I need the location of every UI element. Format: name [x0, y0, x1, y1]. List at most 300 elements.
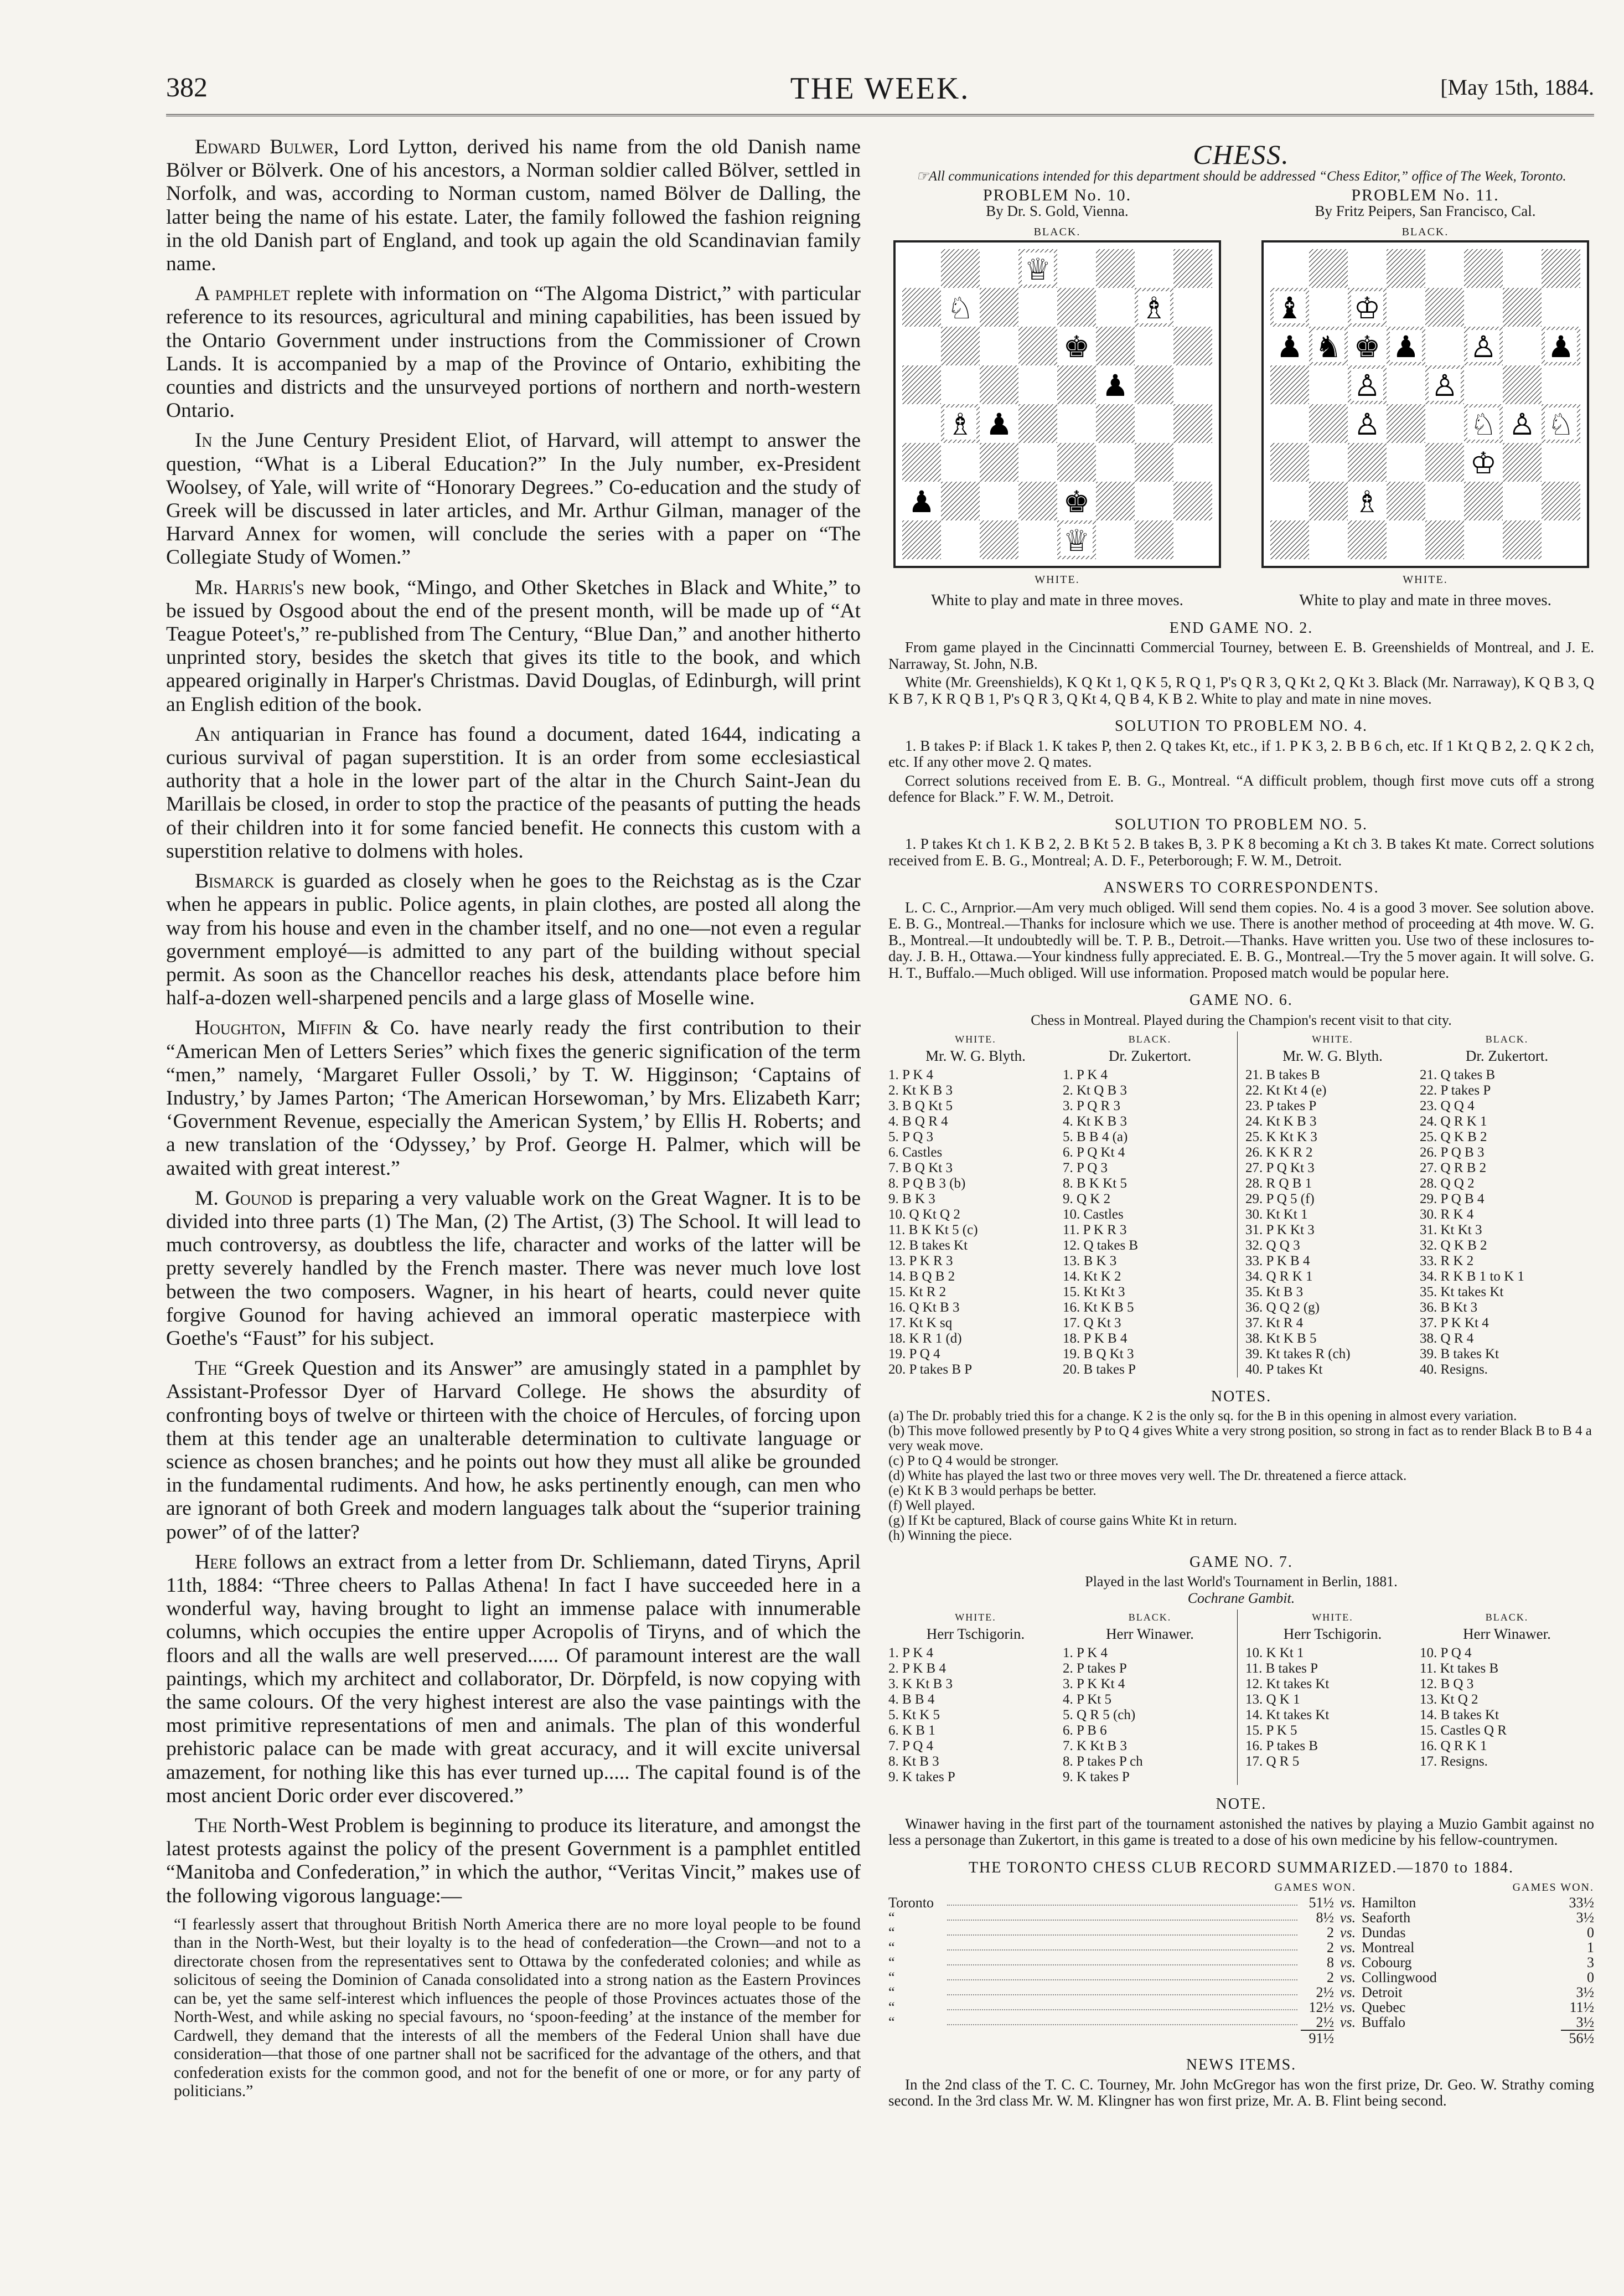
game-7-opening: Cochrane Gambit.	[1187, 1590, 1295, 1606]
black-heading: BLACK.	[1128, 1612, 1172, 1623]
chess-piece: ♟	[1547, 329, 1575, 364]
game-note: (b) This move followed presently by P to Q 4 gives White a very strong position, so strong in fact as to render Black B to B 4 a very weak move.	[888, 1423, 1592, 1453]
move-entry: 32. Q Q 3	[1245, 1238, 1300, 1253]
board-square	[1425, 404, 1464, 443]
chess-piece: ♝	[1276, 291, 1304, 326]
board-square	[1348, 249, 1387, 288]
board-square	[1503, 327, 1542, 365]
white-heading: WHITE.	[1312, 1034, 1353, 1045]
board-square	[1348, 443, 1387, 482]
white-heading: WHITE.	[955, 1034, 996, 1045]
black-heading: BLACK.	[1485, 1612, 1529, 1623]
move-entry: 2. Kt K B 3	[888, 1083, 953, 1098]
move-entry: 27. Q R B 2	[1420, 1160, 1487, 1175]
chess-piece: ♘	[1547, 407, 1575, 442]
move-entry: 17. Q R 5	[1245, 1754, 1300, 1769]
games-won: 8½	[1316, 1910, 1334, 1926]
move-entry: 12. B Q 3	[1420, 1676, 1474, 1691]
chess-board-diagram	[902, 249, 1212, 559]
paragraph-body: & Co. have nearly ready the first contribution to their “American Men of Letters Series” which fixes the generic signification of the term “men,” namely, ‘Margaret Fuller Ossoli,’ by T. W. Higginson; ‘Captains of Industry,’ by James Parton; ‘The American Horsewoman,’ by Mrs. Elizabeth Karr; ‘Government Revenue, especially the American System,’ by Ellis H. Roberts; and a new translation of the ‘Odyssey,’ by Prof. George H. Palmer, which will be awaited with great interest.”	[166, 1017, 861, 1180]
masthead-title: THE WEEK.	[790, 71, 970, 106]
chess-piece: ♟	[985, 407, 1013, 442]
move-entry: 40. P takes Kt	[1245, 1362, 1323, 1377]
games-won: 12½	[1308, 1999, 1334, 2015]
endgame-position: White (Mr. Greenshields), K Q Kt 1, Q K 5, R Q 1, P's Q R 3, Q Kt 2, Q Kt 3. Black (Mr. Narraway), K Q B 3, Q K B 7, K R Q B 1, P's Q R 3, Q Kt 4, Q B 4, K B 2. White to play and mate in nine moves.	[888, 674, 1594, 707]
board-square	[902, 443, 941, 482]
games-won: 2	[1327, 1969, 1334, 1985]
move-entry: 6. K B 1	[888, 1723, 935, 1738]
move-entry: 15. P K 5	[1245, 1723, 1297, 1738]
opponent-games-won: 0	[1587, 1969, 1594, 1985]
chess-board	[893, 240, 1221, 568]
move-entry: 14. B Q B 2	[888, 1269, 955, 1284]
board-square	[1057, 288, 1096, 327]
versus: vs.	[1339, 1910, 1356, 1926]
game-note: (g) If Kt be captured, Black of course gains White Kt in return.	[888, 1513, 1237, 1528]
news-paragraph	[166, 1357, 861, 1544]
news-paragraph	[166, 723, 861, 863]
move-entry: 5. Kt K 5	[888, 1707, 940, 1722]
move-entry: 6. Castles	[888, 1145, 943, 1160]
white-heading: WHITE.	[1312, 1612, 1353, 1623]
paragraph-body: replete with information on “The Algoma District,” with particular reference to its resources, agricultural and mining capabilities, has been issued by the Ontario Government under instructions from the Commissioner of Crown Lands. It is accompanied by a map of the Province of Ontario, exhibiting the counties and districts and the unsurveyed portions of northern and north-western Ontario.	[166, 282, 861, 422]
board-square	[1057, 443, 1096, 482]
board-square	[1542, 288, 1580, 327]
endgame-source: From game played in the Cincinnatti Commercial Tourney, between E. B. Greenshields of Montreal, and J. E. Narraway, St. John, N.B.	[888, 639, 1594, 672]
issue-date: [May 15th, 1884.	[1440, 75, 1594, 100]
chess-piece: ♗	[1140, 291, 1168, 326]
board-square	[1135, 365, 1173, 404]
white-player: Herr Tschigorin.	[926, 1625, 1025, 1642]
chess-piece: ♗	[947, 407, 974, 442]
move-entry: 30. Kt Kt 1	[1245, 1207, 1308, 1222]
white-player: Herr Tschigorin.	[1283, 1625, 1382, 1642]
games-won: 2½	[1316, 2014, 1334, 2030]
problem-caption: White to play and mate in three moves.	[1299, 591, 1551, 609]
move-entry: 5. P Q 3	[888, 1129, 934, 1144]
paragraph-lead: M. Gounod	[195, 1186, 292, 1210]
move-entry: 16. Kt K B 5	[1063, 1300, 1134, 1315]
black-label: BLACK.	[1401, 225, 1449, 238]
board-square	[1425, 520, 1464, 559]
leader-dots	[947, 1910, 1297, 1921]
board-square	[1270, 365, 1309, 404]
move-entry: 33. P K B 4	[1245, 1253, 1310, 1268]
move-entry: 23. Q Q 4	[1420, 1098, 1475, 1113]
move-entry: 6. P Q Kt 4	[1063, 1145, 1125, 1160]
chess-piece: ♙	[1431, 368, 1459, 403]
opponent: Collingwood	[1362, 1969, 1437, 1985]
game-note: (f) Well played.	[888, 1498, 975, 1513]
black-heading: BLACK.	[1485, 1034, 1529, 1045]
total-opponents: 56½	[1561, 2030, 1594, 2046]
move-entry: 17. Kt K sq	[888, 1315, 953, 1330]
move-entry: 9. Q K 2	[1063, 1191, 1111, 1206]
chess-column	[888, 136, 1594, 2112]
board-square	[1309, 443, 1348, 482]
black-player: Herr Winawer.	[1463, 1625, 1551, 1642]
board-square	[980, 288, 1018, 327]
move-entry: 21. B takes B	[1245, 1067, 1320, 1082]
move-entry: 8. P takes P ch	[1063, 1754, 1143, 1769]
black-player: Dr. Zukertort.	[1108, 1047, 1192, 1064]
header-rule	[166, 114, 1594, 116]
opponent: Detroit	[1362, 1984, 1403, 2000]
total-toronto: 91½	[1301, 2030, 1334, 2046]
board-square	[1309, 404, 1348, 443]
move-entry: 21. Q takes B	[1420, 1067, 1496, 1082]
black-player: Dr. Zukertort.	[1465, 1047, 1549, 1064]
endgame-title: END GAME NO. 2.	[1169, 619, 1313, 637]
board-square	[1173, 482, 1212, 520]
opponent: Cobourg	[1362, 1954, 1412, 1970]
move-entry: 9. B K 3	[888, 1191, 935, 1206]
board-square	[1096, 482, 1135, 520]
move-entry: 8. P Q B 3 (b)	[888, 1176, 966, 1191]
move-entry: 2. Kt Q B 3	[1063, 1083, 1127, 1098]
news-text: In the 2nd class of the T. C. C. Tourney, Mr. John McGregor has won the first prize, Dr. Geo. W. Strathy coming second. In the 3rd class Mr. W. M. Klingner has won first prize, Mr. A. B. Flint being second.	[888, 2076, 1594, 2109]
move-entry: 3. B Q Kt 5	[888, 1098, 953, 1113]
chess-piece: ♙	[1508, 407, 1536, 442]
chess-piece: ♘	[947, 291, 974, 326]
news-paragraph	[166, 429, 861, 569]
board-square	[1464, 520, 1503, 559]
move-entry: 23. P takes P	[1245, 1098, 1317, 1113]
board-square	[1096, 443, 1135, 482]
answers-title: ANSWERS TO CORRESPONDENTS.	[1103, 879, 1379, 896]
chess-piece: ♔	[1353, 291, 1381, 326]
board-square	[1057, 249, 1096, 288]
move-entry: 35. Kt B 3	[1245, 1284, 1304, 1299]
board-square	[1173, 520, 1212, 559]
move-entry: 40. Resigns.	[1420, 1362, 1488, 1377]
board-square	[1270, 443, 1309, 482]
opponent-games-won: 11½	[1569, 1999, 1594, 2015]
problems	[888, 187, 1594, 609]
board-square	[1270, 520, 1309, 559]
board-square	[1387, 249, 1425, 288]
move-entry: 10. Castles	[1063, 1207, 1124, 1222]
opponent: Hamilton	[1362, 1895, 1416, 1911]
board-square	[941, 327, 980, 365]
move-entry: 27. P Q Kt 3	[1245, 1160, 1315, 1175]
move-entry: 12. Q takes B	[1063, 1238, 1139, 1253]
solution-4-title: SOLUTION TO PROBLEM NO. 4.	[1115, 718, 1368, 735]
black-label: BLACK.	[1033, 225, 1081, 238]
leader-dots	[947, 1925, 1297, 1936]
paragraph-body: the June Century President Eliot, of Harvard, will attempt to answer the question, “What is a Liberal Education?” In the July number, ex-President Woolsey, of Yale, will write of “Honorary Degrees.” Co-education and the study of Greek will be discussed in later articles, and Mr. Arthur Gilman, manager of the Harvard Annex for women, will conclude the series with a paper on “The Collegiate Study of Women.”	[166, 429, 861, 569]
move-entry: 24. Kt K B 3	[1245, 1114, 1317, 1129]
board-square	[1387, 520, 1425, 559]
chess-board-diagram	[1270, 249, 1580, 559]
news-paragraph	[166, 576, 861, 716]
solution-5-text: 1. P takes Kt ch 1. K B 2, 2. B Kt 5 2. B takes B, 3. P K 8 becoming a Kt ch 3. B takes Kt mate. Correct solutions received from E. B. G., Montreal; A. D. F., Peterborough; F. W. M., Detroit.	[888, 835, 1594, 869]
paragraph-lead: Here	[195, 1550, 237, 1573]
move-entry: 16. P takes B	[1245, 1738, 1318, 1753]
solution-5-title: SOLUTION TO PROBLEM NO. 5.	[1115, 816, 1368, 833]
board-square	[1542, 482, 1580, 520]
board-square	[1135, 482, 1173, 520]
move-entry: 2. P takes P	[1063, 1661, 1127, 1676]
news-paragraph	[166, 870, 861, 1010]
move-entry: 5. B B 4 (a)	[1063, 1129, 1128, 1144]
move-entry: 16. Q Kt B 3	[888, 1300, 960, 1315]
chess-piece: ♙	[1353, 407, 1381, 442]
board-square	[1387, 482, 1425, 520]
move-entry: 13. Q K 1	[1245, 1692, 1300, 1707]
move-entry: 11. Kt takes B	[1420, 1661, 1499, 1676]
board-square	[980, 520, 1018, 559]
board-square	[1270, 482, 1309, 520]
board-square	[1503, 288, 1542, 327]
club-name: “	[888, 1924, 895, 1941]
club-name: “	[888, 1969, 895, 1985]
board-square	[1387, 443, 1425, 482]
chess-board	[1261, 240, 1589, 568]
game-6-table	[888, 1031, 1594, 1377]
problem-caption: White to play and mate in three moves.	[931, 591, 1183, 609]
board-square	[1309, 482, 1348, 520]
game-6-notes-title: NOTES.	[1211, 1388, 1272, 1405]
game-7-note-title: NOTE.	[1216, 1795, 1267, 1813]
white-player: Mr. W. G. Blyth.	[1282, 1047, 1383, 1064]
leader-dots	[947, 2000, 1297, 2010]
board-square	[1542, 520, 1580, 559]
move-entry: 13. Kt Q 2	[1420, 1692, 1478, 1707]
paragraph-lead: An	[195, 723, 220, 746]
game-note: (a) The Dr. probably tried this for a change. K 2 is the only sq. for the B in this opening in almost every variation.	[888, 1408, 1517, 1423]
board-square	[1503, 520, 1542, 559]
move-entry: 11. B K Kt 5 (c)	[888, 1222, 978, 1237]
news-paragraph	[166, 1551, 861, 1808]
move-entry: 4. B Q R 4	[888, 1114, 948, 1129]
chess-title: CHESS.	[1193, 139, 1290, 170]
black-heading: BLACK.	[1128, 1034, 1172, 1045]
games-won: 8	[1327, 1954, 1334, 1970]
move-entry: 22. P takes P	[1420, 1083, 1491, 1098]
game-note: (h) Winning the piece.	[888, 1528, 1012, 1543]
board-square	[1135, 520, 1173, 559]
board-square	[1018, 288, 1057, 327]
paragraph-lead: The	[195, 1814, 227, 1838]
move-entry: 14. Kt K 2	[1063, 1269, 1121, 1284]
opponent-games-won: 0	[1587, 1924, 1594, 1941]
paragraph-lead: Bismarck	[195, 870, 275, 893]
move-entry: 19. B Q Kt 3	[1063, 1346, 1134, 1361]
games-won-heading: GAMES WON.	[1274, 1881, 1356, 1893]
leader-dots	[947, 1970, 1297, 1980]
white-label: WHITE.	[1035, 573, 1080, 586]
move-entry: 39. Kt takes R (ch)	[1245, 1346, 1351, 1361]
board-square	[902, 365, 941, 404]
problem-10	[888, 187, 1226, 609]
club-name: “	[888, 1954, 895, 1970]
answers-text: L. C. C., Arnprior.—Am very much obliged. Will send them copies. No. 4 is a good 3 mover. See solution above. E. B. G., Montreal.—Thanks for inclosure which we use. There is another method of proceeding at 4th move. W. G. B., Montreal.—It undoubtedly will be. T. P. B., Detroit.—Thanks. Have written you. Use two of these inclosures to-day. J. B. H., Ottawa.—Your kindness fully appreciated. E. B. G., Montreal.—Try the 5 mover again. It will solve. G. H. T., Buffalo.—Much obliged. Will use information. Proposed match would be popular here.	[888, 899, 1594, 981]
record-row	[888, 1985, 1594, 2000]
problem-title: PROBLEM No. 11.	[1351, 185, 1499, 204]
game-7-subtitle: Played in the last World's Tournament in Berlin, 1881.	[1085, 1573, 1398, 1590]
black-player: Herr Winawer.	[1106, 1625, 1194, 1642]
move-entry: 10. K Kt 1	[1245, 1645, 1304, 1660]
paragraph-body: follows an extract from a letter from Dr. Schliemann, dated Tiryns, April 11th, 1884: “Three cheers to Pallas Athena! In fact I have succeeded here in a wonderful way, having brought to light an immense palace with innumerable columns, which occupies the entire upper Acropolis of Tiryns, and of which the floors and all the walls are well preserved...... Of paramount interest are the wall paintings, which my architect and collaborator, Dr. Dörpfeld, is now copying with the same colours. Of the very highest interest are also the vase paintings with the most primitive representations of men and animals. The plan of this wonderful prehistoric palace can be made with great accuracy, and it will excite universal amazement, for nothing like this has ever turned up..... The capital found is of the most ancient Doric order ever discovered.”	[166, 1550, 861, 1807]
move-entry: 8. B K Kt 5	[1063, 1176, 1127, 1191]
move-entry: 34. Q R K 1	[1245, 1269, 1313, 1284]
board-square	[1542, 365, 1580, 404]
move-entry: 38. Kt K B 5	[1245, 1331, 1317, 1346]
board-square	[1018, 404, 1057, 443]
chess-piece: ♘	[1470, 407, 1497, 442]
board-square	[980, 365, 1018, 404]
move-entry: 3. P Q R 3	[1063, 1098, 1120, 1113]
chess-piece: ♙	[1470, 329, 1497, 364]
board-square	[1096, 520, 1135, 559]
leader-dots	[947, 1895, 1297, 1906]
move-entry: 37. Kt R 4	[1245, 1315, 1304, 1330]
move-entry: 4. Kt K B 3	[1063, 1114, 1127, 1129]
club-name: “	[888, 1984, 895, 2000]
move-entry: 7. K Kt B 3	[1063, 1738, 1127, 1753]
board-square	[1464, 249, 1503, 288]
board-square	[1464, 482, 1503, 520]
opponent-games-won: 3½	[1576, 1910, 1594, 1926]
board-square	[1270, 249, 1309, 288]
move-entry: 17. Resigns.	[1420, 1754, 1488, 1769]
board-square	[1503, 365, 1542, 404]
move-entry: 22. Kt Kt 4 (e)	[1245, 1083, 1327, 1098]
opponent: Quebec	[1362, 1999, 1406, 2015]
board-square	[1387, 404, 1425, 443]
move-entry: 26. P Q B 3	[1420, 1145, 1485, 1160]
move-entry: 12. B takes Kt	[888, 1238, 968, 1253]
move-entry: 37. P K Kt 4	[1420, 1315, 1489, 1330]
leader-dots	[947, 2015, 1297, 2025]
versus: vs.	[1339, 1984, 1356, 2000]
solution-4-credits: Correct solutions received from E. B. G., Montreal. “A difficult problem, though first move cuts off a strong defence for Black.” F. W. M., Detroit.	[888, 772, 1594, 805]
game-7-note: Winawer having in the first part of the tournament astonished the natives by playing a Muzio Gambit against no less a personage than Zukertort, in this game is treated to a dose of his own medicine by his fellow-countrymen.	[888, 1815, 1594, 1848]
versus: vs.	[1339, 1939, 1356, 1956]
chess-piece: ♚	[1063, 329, 1090, 364]
opponent-games-won: 1	[1587, 1939, 1594, 1956]
leader-dots	[947, 1955, 1297, 1965]
move-entry: 9. K takes P	[1063, 1769, 1130, 1784]
board-square	[1173, 288, 1212, 327]
board-square	[1503, 249, 1542, 288]
chess-piece: ♕	[1024, 252, 1052, 287]
board-square	[1542, 249, 1580, 288]
problem-title: PROBLEM No. 10.	[982, 185, 1132, 204]
board-square	[1173, 443, 1212, 482]
paragraph-body: is preparing a very valuable work on the Great Wagner. It is to be divided into three parts (1) The Man, (2) The Artist, (3) The School. It will lead to much controversy, as doubtless the life, character and works of the latter will be pretty severely handled by the French master. There was never much love lost between the two composers. Wagner, in his heart of hearts, could never quite forgive Gounod for having achieved an immoral operatic masterpiece with Goethe's “Faust” for his subject.	[166, 1186, 861, 1350]
move-entry: 18. K R 1 (d)	[888, 1331, 962, 1346]
move-entry: 10. Q Kt Q 2	[888, 1207, 960, 1222]
move-entry: 28. Q Q 2	[1420, 1176, 1475, 1191]
move-entry: 1. P K 4	[888, 1067, 934, 1082]
move-entry: 15. Kt R 2	[888, 1284, 947, 1299]
move-entry: 5. Q R 5 (ch)	[1063, 1707, 1136, 1722]
board-square	[902, 288, 941, 327]
move-entry: 26. K K R 2	[1245, 1145, 1313, 1160]
news-paragraph	[166, 282, 861, 422]
opponent-games-won: 3	[1587, 1954, 1594, 1970]
versus: vs.	[1339, 2014, 1356, 2030]
board-square	[1387, 365, 1425, 404]
news-paragraph	[166, 1187, 861, 1350]
paragraph-list	[166, 136, 861, 1908]
board-square	[1503, 482, 1542, 520]
versus: vs.	[1339, 1924, 1356, 1941]
paragraph-body: new book, “Mingo, and Other Sketches in Black and White,” to be issued by Osgood about the end of the present month, will be made up of “At Teague Poteet's,” re-published from The Century, “Blue Dan,” and another hitherto unprinted story, besides the sketch that gives its title to the book, and which appeared originally in Harper's Christmas. David Douglas, of Edinburgh, will print an English edition of the book.	[166, 576, 861, 716]
board-square	[980, 443, 1018, 482]
move-entry: 1. P K 4	[1063, 1645, 1108, 1660]
games-won: 2½	[1316, 1984, 1334, 2000]
paragraph-body: antiquarian in France has found a document, dated 1644, indicating a curious survival of pagan superstition. It is an order from some ecclesiastical authority that a hole in the lower part of the altar in the Church Saint-Jean du Marillais be closed, in order to stop the practice of the peasants of putting the heads of their children into it for some fancied benefit. He connects this custom with a superstition relative to dolmens with holes.	[166, 723, 861, 863]
board-square	[941, 249, 980, 288]
move-entry: 13. P K R 3	[888, 1253, 953, 1268]
board-square	[1542, 443, 1580, 482]
club-name: “	[888, 1999, 895, 2015]
move-entry: 3. K Kt B 3	[888, 1676, 953, 1691]
move-entry: 15. Kt Kt 3	[1063, 1284, 1125, 1299]
move-entry: 20. B takes P	[1063, 1362, 1136, 1377]
problem-author: By Dr. S. Gold, Vienna.	[986, 203, 1129, 219]
paragraph-lead: The	[195, 1357, 227, 1380]
move-entry: 25. Q K B 2	[1420, 1129, 1487, 1144]
opponent: Buffalo	[1362, 2014, 1405, 2030]
paragraph-lead: In	[195, 429, 213, 452]
chess-notice: ☞All communications intended for this department should be addressed “Chess Editor,” office of The Week, Toronto.	[916, 168, 1566, 184]
board-square	[980, 327, 1018, 365]
opponent-games-won: 3½	[1576, 2014, 1594, 2030]
opponent-games-won: 33½	[1569, 1895, 1594, 1911]
chess-piece: ♟	[1276, 329, 1304, 364]
versus: vs.	[1339, 1969, 1356, 1985]
move-entry: 13. B K 3	[1063, 1253, 1117, 1268]
chess-piece: ♚	[1353, 329, 1381, 364]
board-square	[941, 443, 980, 482]
versus: vs.	[1339, 1999, 1356, 2015]
move-entry: 4. P Kt 5	[1063, 1692, 1111, 1707]
move-entry: 29. P Q 5 (f)	[1245, 1191, 1315, 1206]
problem-11	[1256, 187, 1594, 609]
move-entry: 31. P K Kt 3	[1245, 1222, 1315, 1237]
leader-dots	[947, 1940, 1297, 1951]
move-entry: 25. K Kt K 3	[1245, 1129, 1317, 1144]
board-square	[1057, 365, 1096, 404]
paragraph-lead: A pamphlet	[195, 282, 290, 306]
news-paragraph	[166, 1017, 861, 1180]
move-entry: 1. P K 4	[888, 1645, 934, 1660]
board-square	[1018, 327, 1057, 365]
move-entry: 36. B Kt 3	[1420, 1300, 1478, 1315]
move-entry: 6. P B 6	[1063, 1723, 1107, 1738]
board-square	[1135, 404, 1173, 443]
move-entry: 32. Q K B 2	[1420, 1238, 1487, 1253]
move-entry: 15. Castles Q R	[1420, 1723, 1507, 1738]
record-header	[888, 1880, 1594, 1895]
white-label: WHITE.	[1403, 573, 1448, 586]
move-entry: 38. Q R 4	[1420, 1331, 1474, 1346]
move-entry: 14. B takes Kt	[1420, 1707, 1499, 1722]
game-6-notes	[888, 1408, 1594, 1543]
board-square	[941, 365, 980, 404]
move-entry: 33. R K 2	[1420, 1253, 1474, 1268]
board-square	[1425, 288, 1464, 327]
game-note: (e) Kt K B 3 would perhaps be better.	[888, 1483, 1097, 1498]
board-square	[1270, 404, 1309, 443]
move-entry: 29. P Q B 4	[1420, 1191, 1485, 1206]
move-entry: 9. K takes P	[888, 1769, 955, 1784]
versus: vs.	[1339, 1895, 1356, 1911]
